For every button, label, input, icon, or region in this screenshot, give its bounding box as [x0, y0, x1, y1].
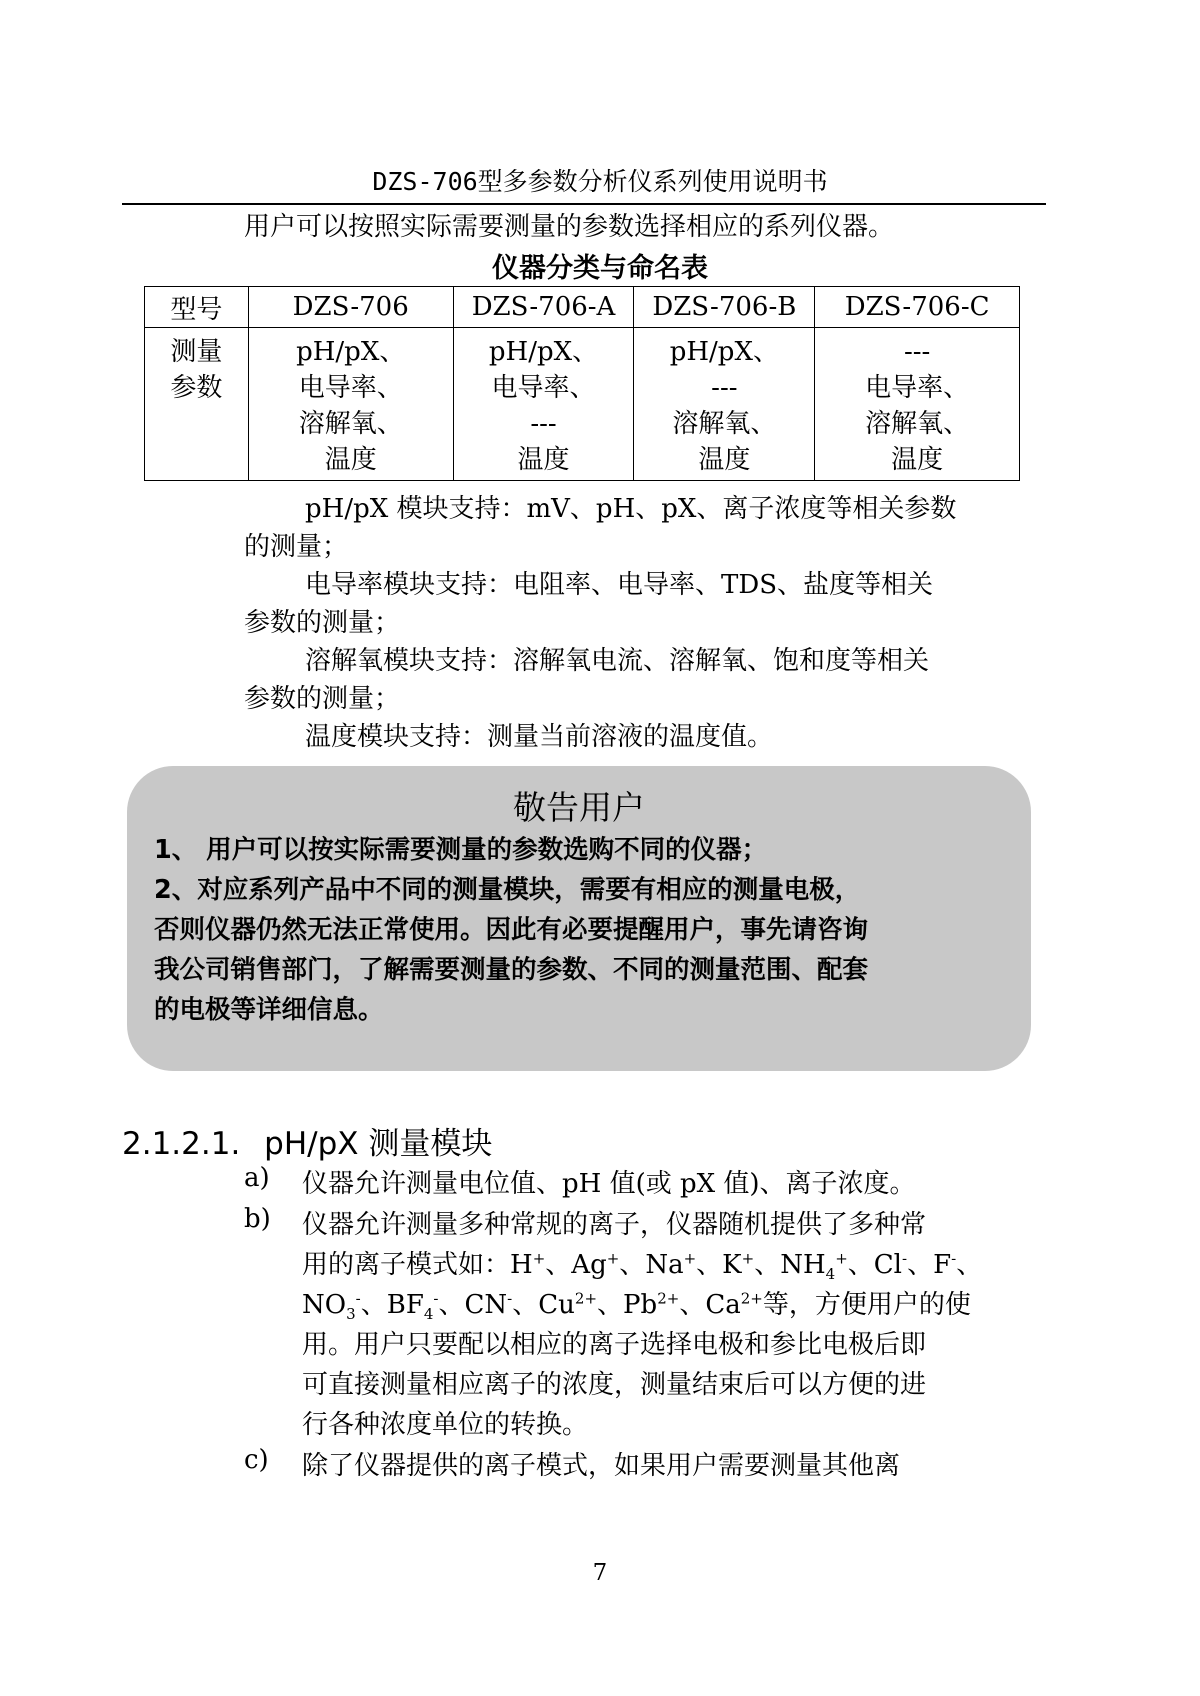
param-line: 温度: [324, 445, 377, 475]
module-conductivity-line1: 电导率模块支持：电阻率、电导率、TDS、盐度等相关: [305, 570, 933, 600]
row-label-line: 测量: [170, 337, 223, 367]
ion-formula: $Ca^{2+}$: [705, 1289, 763, 1320]
param-line: 温度: [891, 445, 944, 475]
section-title: pH/pX 测量模块: [264, 1126, 493, 1162]
param-line: 电导率、: [865, 373, 970, 403]
ion-separator: 、: [512, 1290, 539, 1320]
param-line: ---: [530, 409, 557, 439]
ion-formula: F-: [933, 1249, 957, 1280]
module-ph-line2: 的测量；: [244, 532, 349, 562]
header-cell-dzs706c: DZS-706-C: [815, 287, 1020, 328]
ion-separator: 、: [696, 1250, 723, 1280]
ion-separator: 、: [619, 1250, 646, 1280]
ion-formula: $Pb^{2+}$: [623, 1289, 680, 1320]
ion-separator: 、: [438, 1290, 465, 1320]
ion-list-prefix: 用的离子模式如：: [302, 1250, 511, 1280]
notice-line: 的电极等详细信息。: [154, 995, 384, 1025]
ion-formula: Ag+: [571, 1249, 620, 1280]
notice-line: 我公司销售部门，了解需要测量的参数、不同的测量范围、配套: [154, 955, 869, 985]
list-item-label: b): [244, 1204, 271, 1234]
ion-separator: 、: [679, 1290, 706, 1320]
ion-formula: $BF_4^-$: [386, 1289, 439, 1324]
list-item-label: a): [244, 1163, 270, 1193]
ion-separator: 、: [847, 1250, 874, 1280]
params-cell-dzs706c: [815, 328, 1020, 481]
notice-line: 1、 用户可以按实际需要测量的参数选购不同的仪器；: [154, 835, 768, 865]
param-line: ---: [903, 337, 931, 367]
list-item-b-line: 行各种浓度单位的转换。: [302, 1410, 589, 1440]
header-divider: [122, 203, 1046, 205]
params-cell-dzs706b: [634, 328, 815, 481]
param-line: 溶解氧、: [298, 409, 403, 439]
header-cell-dzs706b: DZS-706-B: [634, 287, 815, 328]
notice-line: 2、对应系列产品中不同的测量模块，需要有相应的测量电极，: [154, 875, 861, 905]
ion-formula: Na+: [645, 1249, 697, 1280]
header-cell-dzs706: DZS-706: [248, 287, 453, 328]
param-line: 电导率、: [298, 373, 403, 403]
list-item-c-text: 除了仪器提供的离子模式，如果用户需要测量其他离: [302, 1451, 901, 1481]
table-params-row: [145, 328, 1020, 481]
ion-separator: 、: [545, 1250, 572, 1280]
page-header-title: DZS-706型多参数分析仪系列使用说明书: [372, 167, 828, 196]
list-item-b-line: [302, 1284, 971, 1324]
params-cell-dzs706: [248, 328, 453, 481]
ion-formula: H+: [510, 1249, 546, 1280]
table-header-row: [145, 287, 1020, 328]
intro-paragraph: 用户可以按照实际需要测量的参数选择相应的系列仪器。: [244, 212, 895, 242]
module-conductivity-line2: 参数的测量；: [244, 608, 401, 638]
param-line: 温度: [517, 445, 570, 475]
ion-formula: CN-: [464, 1289, 513, 1320]
ion-formula: Cl-: [873, 1249, 908, 1280]
list-item-label: c): [244, 1445, 269, 1475]
param-line: ---: [711, 373, 738, 403]
list-item-b-line: 仪器允许测量多种常规的离子，仪器随机提供了多种常: [302, 1210, 927, 1240]
module-dissolved-oxygen-line2: 参数的测量；: [244, 684, 401, 714]
module-temperature-line: 温度模块支持：测量当前溶液的温度值。: [305, 722, 774, 752]
param-line: pH/pX、: [488, 337, 599, 367]
ion-list-suffix: 等，方便用户的使: [762, 1290, 971, 1320]
ion-formula: $NH_4^+$: [780, 1249, 848, 1284]
section-number: 2.1.2.1.: [122, 1126, 241, 1162]
instrument-classification-table: [144, 286, 1020, 481]
header-cell-dzs706a: DZS-706-A: [453, 287, 634, 328]
ion-separator: 、: [956, 1250, 983, 1280]
row-label-cell: [145, 328, 249, 481]
notice-line: 否则仪器仍然无法正常使用。因此有必要提醒用户，事先请咨询: [154, 915, 869, 945]
list-item-b-line: 用。用户只要配以相应的离子选择电极和参比电极后即: [302, 1330, 927, 1360]
ion-separator: 、: [597, 1290, 624, 1320]
ion-formula: K+: [722, 1249, 755, 1280]
params-cell-dzs706a: [453, 328, 634, 481]
ion-list: [510, 1249, 983, 1284]
list-item-b-line: [302, 1244, 983, 1284]
ion-list: [302, 1289, 763, 1324]
module-ph-line1: pH/pX 模块支持：mV、pH、pX、离子浓度等相关参数: [305, 494, 957, 524]
param-line: 温度: [698, 445, 751, 475]
param-line: 电导率、: [491, 373, 596, 403]
notice-title: 敬告用户: [513, 788, 645, 827]
row-label-line: 参数: [170, 373, 223, 403]
page-number: 7: [592, 1560, 608, 1586]
param-line: pH/pX、: [669, 337, 779, 367]
list-item-b-line: 可直接测量相应离子的浓度，测量结束后可以方便的进: [302, 1370, 927, 1400]
ion-separator: 、: [754, 1250, 781, 1280]
module-dissolved-oxygen-line1: 溶解氧模块支持：溶解氧电流、溶解氧、饱和度等相关: [305, 646, 930, 676]
list-item-a-text: 仪器允许测量电位值、pH 值(或 pX 值)、离子浓度。: [302, 1169, 916, 1199]
header-cell-model: 型号: [145, 287, 249, 328]
param-line: pH/pX、: [296, 337, 406, 367]
ion-formula: $NO_3^-$: [302, 1289, 361, 1324]
ion-separator: 、: [907, 1250, 934, 1280]
ion-separator: 、: [360, 1290, 387, 1320]
param-line: 溶解氧、: [865, 409, 970, 439]
section-heading: [122, 1118, 492, 1163]
ion-formula: $Cu^{2+}$: [538, 1289, 598, 1320]
table-title: 仪器分类与命名表: [492, 253, 708, 284]
param-line: 溶解氧、: [672, 409, 777, 439]
